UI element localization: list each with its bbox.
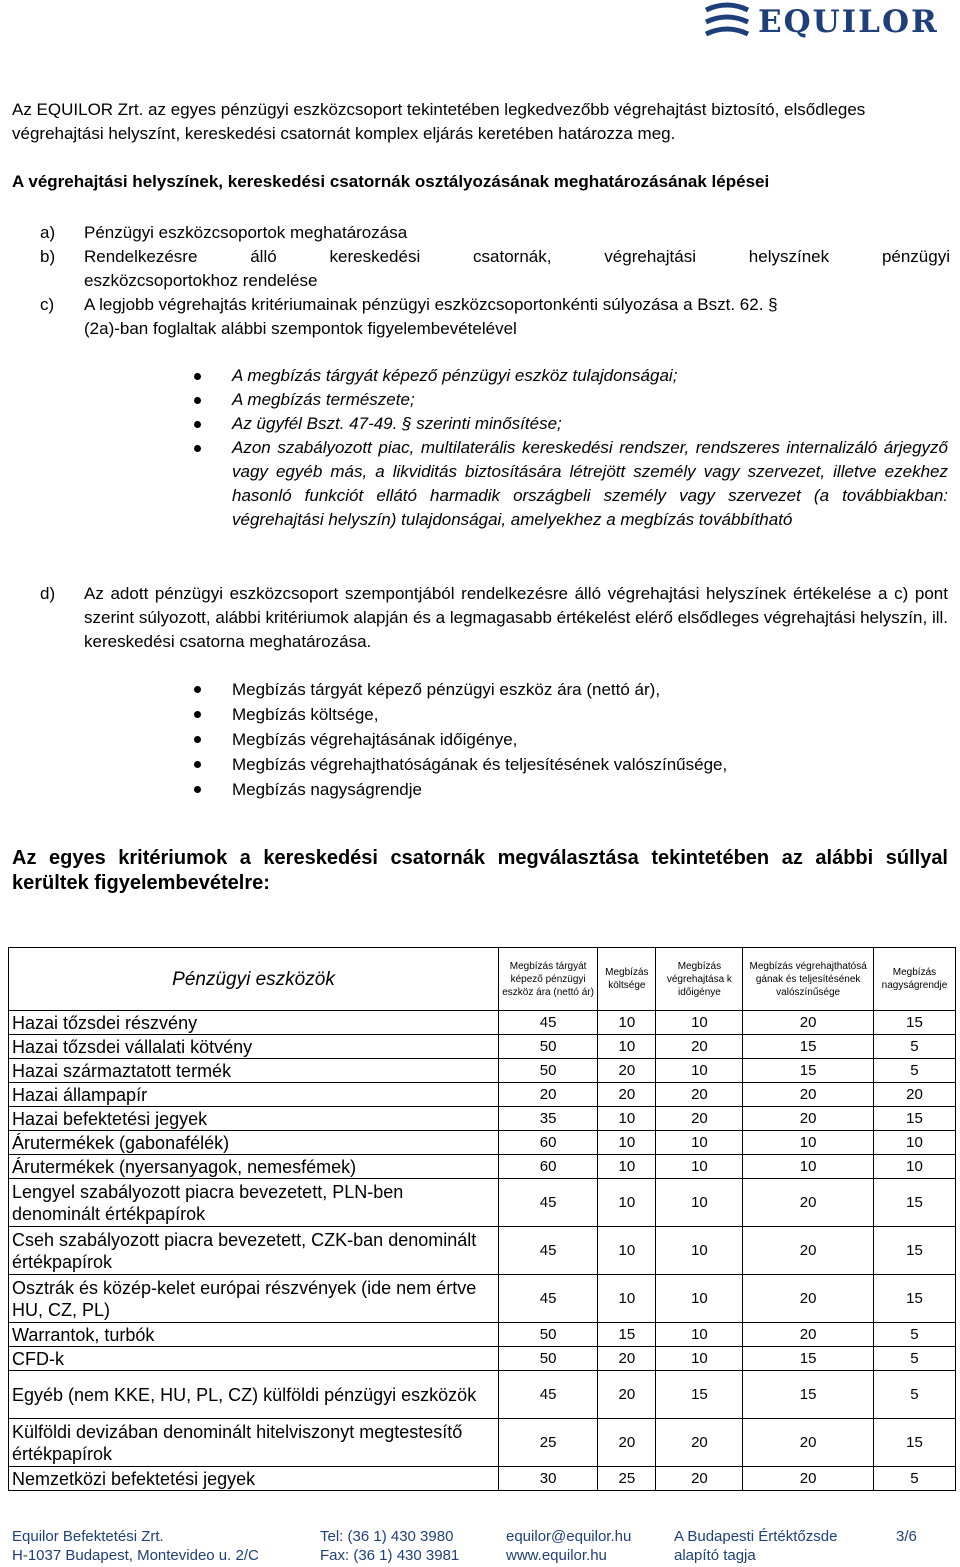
- weight-cell: 15: [873, 1227, 955, 1275]
- weight-cell: 20: [743, 1083, 874, 1107]
- weight-cell: 25: [499, 1419, 598, 1467]
- weight-cell: 10: [598, 1011, 656, 1035]
- weight-cell: 5: [873, 1347, 955, 1371]
- weight-cell: 15: [656, 1371, 743, 1419]
- weight-cell: 20: [743, 1107, 874, 1131]
- table-header-row: [9, 948, 956, 1011]
- weight-cell: 10: [656, 1323, 743, 1347]
- weight-cell: 15: [873, 1275, 955, 1323]
- list-item: Az ügyfél Bszt. 47-49. § szerinti minősítése;: [190, 412, 948, 436]
- asset-name-cell: Egyéb (nem KKE, HU, PL, CZ) külföldi pénzügyi eszközök: [9, 1371, 499, 1419]
- weight-cell: 10: [598, 1227, 656, 1275]
- asset-name-cell: Cseh szabályozott piacra bevezetett, CZK-ban denominált értékpapírok: [9, 1227, 499, 1275]
- step-text: Pénzügyi eszközcsoportok meghatározása: [84, 223, 408, 242]
- weight-cell: 20: [743, 1323, 874, 1347]
- weight-cell: 35: [499, 1107, 598, 1131]
- weight-cell: 20: [656, 1419, 743, 1467]
- weight-cell: 10: [656, 1347, 743, 1371]
- weight-cell: 10: [656, 1275, 743, 1323]
- weight-cell: 20: [499, 1083, 598, 1107]
- weight-cell: 15: [873, 1179, 955, 1227]
- footer-address: H-1037 Budapest, Montevideo u. 2/C: [12, 1547, 259, 1564]
- order-criteria-list: [190, 677, 948, 802]
- weight-cell: 10: [656, 1059, 743, 1083]
- steps-heading: A végrehajtási helyszínek, kereskedési csatornák osztályozásának meghatározásának lépései: [12, 172, 770, 191]
- weight-cell: 60: [499, 1131, 598, 1155]
- column-header: Pénzügyi eszközök: [9, 948, 499, 1011]
- asset-name-cell: Hazai tőzsdei részvény: [9, 1011, 499, 1035]
- weight-cell: 10: [656, 1227, 743, 1275]
- weight-cell: 20: [743, 1419, 874, 1467]
- weight-cell: 45: [499, 1179, 598, 1227]
- weight-cell: 10: [598, 1035, 656, 1059]
- weight-cell: 5: [873, 1371, 955, 1419]
- weight-cell: 10: [873, 1155, 955, 1179]
- weight-cell: 20: [598, 1371, 656, 1419]
- weight-cell: 15: [743, 1371, 874, 1419]
- footer-fax: Fax: (36 1) 430 3981: [320, 1547, 460, 1564]
- footer-bse-line2: alapító tagja: [674, 1547, 756, 1564]
- step-label: a): [40, 223, 56, 242]
- step-c: [40, 293, 950, 341]
- column-header: Megbízás végrehajthatósá gának és teljesítésének valószínűsége: [743, 948, 874, 1011]
- step-text-line1: A legjobb végrehajtás kritériumainak pénzügyi eszközcsoportonkénti súlyozása a Bszt. 62. §: [84, 295, 778, 314]
- weight-cell: 10: [598, 1131, 656, 1155]
- table-row: [9, 1323, 956, 1347]
- weight-cell: 20: [656, 1035, 743, 1059]
- step-text-line2: (2a)-ban foglaltak alábbi szempontok figyelembevételével: [84, 319, 517, 338]
- weight-cell: 10: [656, 1011, 743, 1035]
- page-footer: [12, 1527, 952, 1565]
- list-item: Azon szabályozott piac, multilaterális kereskedési rendszer, rendszeres internalizáló árjegyző vagy egyéb más, a likviditás biztosítására létrejött személy vagy szervezet, illetve ezekhez hasonló funkciót ellátó harmadik országbeli személy vagy szervezet (a továbbiakban: végrehajtási helyszín) tulajdonságai, amelyekhez a megbízás továbbítható: [190, 436, 948, 532]
- list-item: Megbízás költsége,: [190, 702, 948, 727]
- weight-cell: 20: [656, 1107, 743, 1131]
- table-row: [9, 1107, 956, 1131]
- step-label: c): [40, 295, 55, 314]
- weight-cell: 10: [743, 1131, 874, 1155]
- column-header: Megbízás költsége: [598, 948, 656, 1011]
- asset-name-cell: Warrantok, turbók: [9, 1323, 499, 1347]
- list-item: Megbízás tárgyát képező pénzügyi eszköz ára (nettó ár),: [190, 677, 948, 702]
- weight-cell: 5: [873, 1323, 955, 1347]
- column-header: Megbízás nagyságrendje: [873, 948, 955, 1011]
- asset-name-cell: Hazai származtatott termék: [9, 1059, 499, 1083]
- weight-cell: 20: [598, 1083, 656, 1107]
- weight-cell: 45: [499, 1227, 598, 1275]
- step-label: d): [40, 584, 56, 603]
- weight-cell: 20: [598, 1059, 656, 1083]
- weight-cell: 20: [743, 1011, 874, 1035]
- weight-cell: 5: [873, 1035, 955, 1059]
- logo-text: EQUILOR: [758, 4, 939, 40]
- equilor-logo: [702, 2, 946, 42]
- weight-cell: 45: [499, 1011, 598, 1035]
- step-d: [40, 582, 948, 654]
- weight-cell: 20: [598, 1347, 656, 1371]
- footer-web[interactable]: www.equilor.hu: [506, 1547, 607, 1564]
- table-row: [9, 1179, 956, 1227]
- weight-cell: 10: [598, 1275, 656, 1323]
- column-header: Megbízás végrehajtása k időigénye: [656, 948, 743, 1011]
- weight-cell: 15: [873, 1419, 955, 1467]
- weight-cell: 20: [743, 1467, 874, 1491]
- table-row: [9, 1467, 956, 1491]
- intro-paragraph: Az EQUILOR Zrt. az egyes pénzügyi eszközcsoport tekintetében legkedvezőbb végrehajtást biztosító, elsődleges végrehajtási helyszínt, kereskedési csatornát komplex eljárás keretében határozza meg.: [12, 100, 866, 143]
- weight-cell: 15: [598, 1323, 656, 1347]
- weight-cell: 10: [598, 1107, 656, 1131]
- table-row: [9, 1419, 956, 1467]
- weight-cell: 45: [499, 1371, 598, 1419]
- weight-cell: 10: [743, 1155, 874, 1179]
- weight-cell: 5: [873, 1467, 955, 1491]
- asset-name-cell: Árutermékek (nyersanyagok, nemesfémek): [9, 1155, 499, 1179]
- step-text-line2: eszközcsoportokhoz rendelése: [84, 271, 318, 290]
- weight-cell: 20: [743, 1227, 874, 1275]
- list-item: Megbízás végrehajtásának időigénye,: [190, 727, 948, 752]
- weight-cell: 15: [873, 1107, 955, 1131]
- table-row: [9, 1155, 956, 1179]
- page-number: 3/6: [896, 1528, 917, 1545]
- table-row: [9, 1131, 956, 1155]
- footer-company: Equilor Befektetési Zrt.: [12, 1528, 164, 1545]
- step-b: [40, 245, 950, 293]
- table-row: [9, 1227, 956, 1275]
- weights-table: [8, 947, 956, 1491]
- asset-name-cell: Osztrák és közép-kelet európai részvények (ide nem értve HU, CZ, PL): [9, 1275, 499, 1323]
- weight-cell: 20: [656, 1467, 743, 1491]
- weight-cell: 10: [656, 1179, 743, 1227]
- footer-tel: Tel: (36 1) 430 3980: [320, 1528, 454, 1545]
- list-item: A megbízás tárgyát képező pénzügyi eszköz tulajdonságai;: [190, 364, 948, 388]
- asset-name-cell: Hazai tőzsdei vállalati kötvény: [9, 1035, 499, 1059]
- step-text: Az adott pénzügyi eszközcsoport szempontjából rendelkezésre álló végrehajtási helyszínek értékelése a c) pont szerint súlyozott, alábbi kritériumok alapján és a legmagasabb értékelést elérő elsődleges végrehajtási helyszín, ill. kereskedési csatorna meghatározása.: [84, 584, 948, 651]
- weight-cell: 20: [598, 1419, 656, 1467]
- weight-cell: 10: [598, 1155, 656, 1179]
- table-row: [9, 1275, 956, 1323]
- list-item: Megbízás nagyságrendje: [190, 777, 948, 802]
- weight-cell: 50: [499, 1035, 598, 1059]
- footer-email[interactable]: equilor@equilor.hu: [506, 1528, 632, 1545]
- list-item: A megbízás természete;: [190, 388, 948, 412]
- table-row: [9, 1371, 956, 1419]
- weight-cell: 20: [743, 1275, 874, 1323]
- table-row: [9, 1347, 956, 1371]
- asset-name-cell: Külföldi devizában denominált hitelviszonyt megtestesítő értékpapírok: [9, 1419, 499, 1467]
- weight-cell: 30: [499, 1467, 598, 1491]
- weight-cell: 45: [499, 1275, 598, 1323]
- equilor-logo-icon: [702, 2, 752, 42]
- weight-cell: 20: [656, 1083, 743, 1107]
- step-a: [40, 221, 950, 245]
- asset-name-cell: Árutermékek (gabonafélék): [9, 1131, 499, 1155]
- weight-cell: 50: [499, 1347, 598, 1371]
- weight-cell: 15: [743, 1059, 874, 1083]
- weight-cell: 10: [656, 1155, 743, 1179]
- table-row: [9, 1083, 956, 1107]
- table-row: [9, 1059, 956, 1083]
- weight-cell: 15: [743, 1035, 874, 1059]
- footer-bse-line1: A Budapesti Értéktőzsde: [674, 1528, 838, 1545]
- list-item: Megbízás végrehajthatóságának és teljesítésének valószínűsége,: [190, 752, 948, 777]
- column-header: Megbízás tárgyát képező pénzügyi eszköz ára (nettó ár): [499, 948, 598, 1011]
- asset-name-cell: Lengyel szabályozott piacra bevezetett, PLN-ben denominált értékpapírok: [9, 1179, 499, 1227]
- step-text-line1: Rendelkezésre álló kereskedési csatornák, végrehajtási helyszínek pénzügyi: [84, 247, 950, 266]
- weight-cell: 60: [499, 1155, 598, 1179]
- criteria-list: [190, 364, 948, 532]
- asset-name-cell: Nemzetközi befektetési jegyek: [9, 1467, 499, 1491]
- weight-cell: 15: [743, 1347, 874, 1371]
- asset-name-cell: Hazai befektetési jegyek: [9, 1107, 499, 1131]
- asset-name-cell: Hazai állampapír: [9, 1083, 499, 1107]
- weight-cell: 10: [598, 1179, 656, 1227]
- weight-cell: 25: [598, 1467, 656, 1491]
- table-row: [9, 1011, 956, 1035]
- weight-cell: 20: [873, 1083, 955, 1107]
- weight-cell: 10: [873, 1131, 955, 1155]
- asset-name-cell: CFD-k: [9, 1347, 499, 1371]
- weight-cell: 10: [656, 1131, 743, 1155]
- weight-cell: 50: [499, 1059, 598, 1083]
- table-row: [9, 1035, 956, 1059]
- step-label: b): [40, 247, 56, 266]
- weight-cell: 50: [499, 1323, 598, 1347]
- weight-cell: 20: [743, 1179, 874, 1227]
- weight-cell: 15: [873, 1011, 955, 1035]
- weights-heading: Az egyes kritériumok a kereskedési csatornák megválasztása tekintetében az alábbi súllyal kerültek figyelembevételre:: [12, 847, 948, 894]
- weight-cell: 5: [873, 1059, 955, 1083]
